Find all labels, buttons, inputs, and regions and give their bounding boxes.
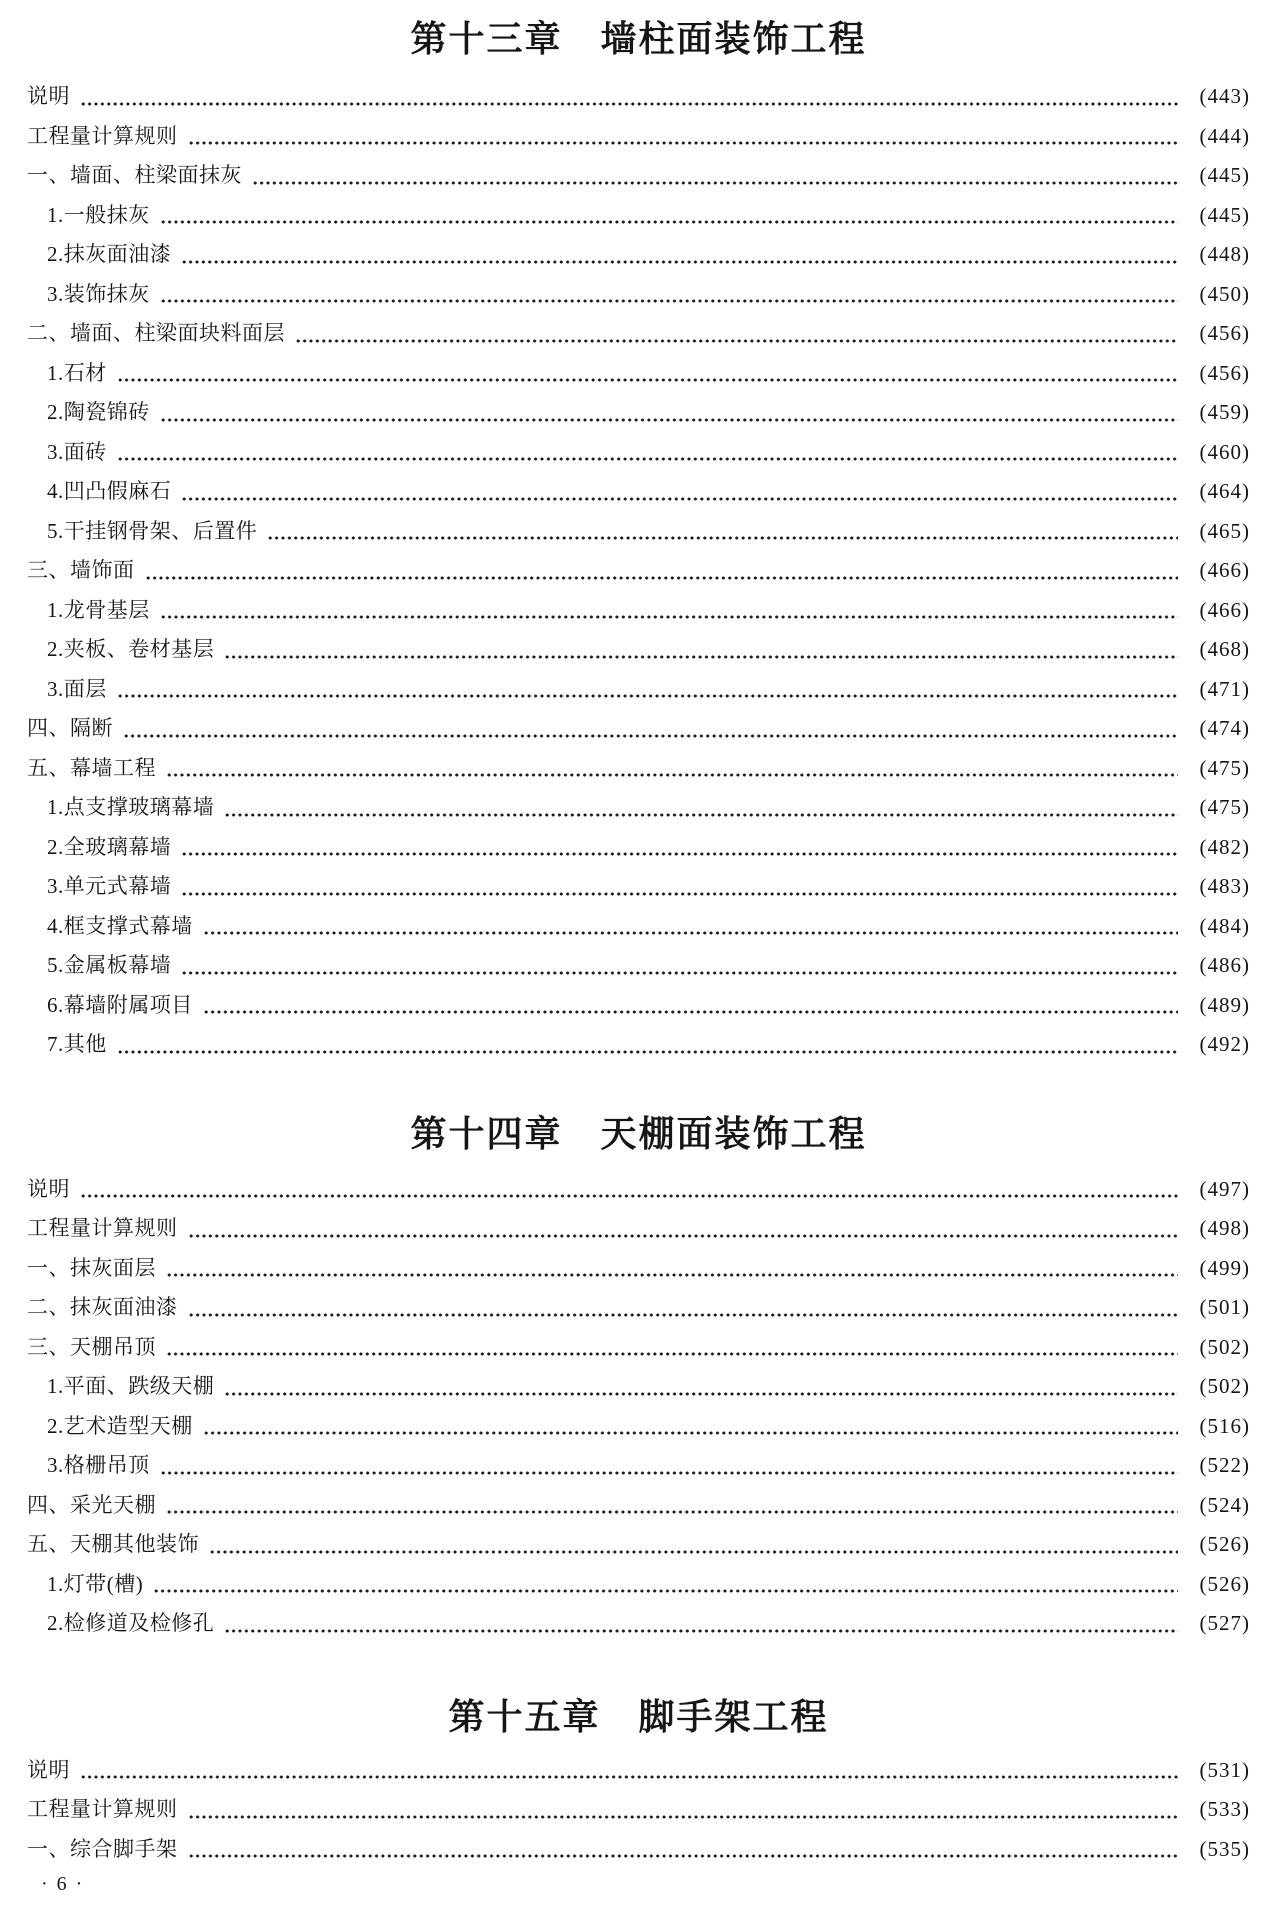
toc-entry-label: 工程量计算规则 [27,1797,178,1821]
toc-entry-label: 工程量计算规则 [27,1216,178,1240]
toc-entry-page: (465) [1199,518,1250,543]
toc-row [27,354,1250,394]
toc-entry-page: (501) [1199,1295,1250,1319]
toc-row [27,472,1250,512]
dot-leader [166,773,1178,777]
toc-entry-label: 6.幕墙附属项目 [47,992,193,1017]
toc-entry-page: (498) [1199,1216,1250,1240]
toc-row [27,77,1250,117]
toc-row [27,1407,1250,1447]
toc-entry-page: (526) [1199,1571,1250,1596]
toc-row [27,630,1250,670]
toc-entry-page: (492) [1199,1032,1250,1056]
toc-entry-label: 2.艺术造型天棚 [47,1413,193,1438]
toc-row [27,1249,1250,1289]
dot-leader [117,1050,1178,1054]
toc-entry-label: 2.夹板、卷材基层 [47,637,215,661]
toc-row [27,1790,1250,1830]
dot-leader [181,260,1178,264]
toc-entry-page: (450) [1199,281,1250,306]
toc-row [27,1288,1250,1328]
toc-entry-page: (486) [1199,953,1250,977]
toc-entry-page: (516) [1199,1413,1250,1438]
dot-leader [181,852,1178,856]
toc-entry-label: 说明 [27,1757,70,1782]
toc-entry-page: (460) [1199,439,1250,464]
toc-entry-label: 四、隔断 [27,716,113,740]
toc-entry-page: (502) [1199,1374,1250,1398]
toc-entry-page: (456) [1199,321,1250,345]
toc-entry-label: 五、天棚其他装饰 [27,1532,199,1556]
toc-row [27,907,1250,947]
chapter-title: 第十三章 墙柱面装饰工程 [410,19,867,59]
toc-entry-label: 2.全玻璃幕墙 [47,834,172,859]
toc-row [27,393,1250,433]
toc-entry-label: 四、采光天棚 [27,1492,156,1517]
dot-leader [188,1234,1179,1238]
toc-entry-label: 二、抹灰面油漆 [27,1295,178,1319]
dot-leader [117,378,1178,382]
toc-row [27,1328,1250,1368]
toc-entry-label: 3.装饰抹灰 [47,281,150,306]
toc-row [27,1525,1250,1565]
toc-entry-label: 2.陶瓷锦砖 [47,400,150,424]
toc-entry-label: 说明 [27,84,70,108]
toc-row [27,1830,1250,1870]
toc-row [27,670,1250,710]
toc-row [27,196,1250,236]
toc-entry-page: (459) [1199,400,1250,424]
toc-row [27,275,1250,315]
toc-entry-page: (443) [1199,84,1250,108]
toc-row [27,156,1250,196]
page-number-footer: · 6 · [41,1873,85,1895]
toc-entry-page: (444) [1199,123,1250,148]
dot-leader [188,1854,1179,1858]
dot-leader [166,1273,1178,1277]
toc-entry-label: 1.龙骨基层 [47,597,150,622]
toc-row [27,117,1250,157]
toc-entry-page: (482) [1199,834,1250,859]
toc-row [27,433,1250,473]
toc-entry-page: (448) [1199,242,1250,266]
toc-entry-page: (468) [1199,637,1250,661]
toc-entry-page: (531) [1199,1757,1250,1782]
dot-leader [209,1550,1178,1554]
toc-entry-label: 5.金属板幕墙 [47,953,172,977]
toc-entry-page: (526) [1199,1532,1250,1556]
toc-entry-page: (527) [1199,1611,1250,1635]
toc-sections [27,16,1250,1869]
dot-leader [181,971,1178,975]
toc-entry-page: (489) [1199,992,1250,1017]
toc-entry-label: 一、抹灰面层 [27,1255,156,1280]
chapter-title: 第十五章 脚手架工程 [448,1696,829,1737]
toc-section [27,1694,1250,1870]
toc-entry-page: (475) [1199,755,1250,780]
toc-entry-page: (484) [1199,913,1250,938]
dot-leader [123,734,1178,738]
dot-leader [203,931,1178,935]
toc-entry-page: (502) [1199,1334,1250,1359]
dot-leader [203,1431,1178,1435]
toc-entry-label: 7.其他 [47,1032,107,1056]
toc-entry-label: 3.格栅吊顶 [47,1453,150,1477]
toc-entry-label: 1.灯带(槽) [47,1571,144,1596]
dot-leader [267,536,1178,540]
toc-row [27,788,1250,828]
dot-leader [203,1010,1178,1014]
toc-row [27,946,1250,986]
toc-entry-label: 3.面层 [47,676,107,701]
toc-entry-page: (456) [1199,360,1250,385]
toc-entry-label: 1.点支撑玻璃幕墙 [47,795,215,819]
toc-section [27,1111,1250,1644]
toc-entry-label: 工程量计算规则 [27,123,178,148]
toc-entry-page: (445) [1199,202,1250,227]
toc-row [27,1170,1250,1210]
toc-entry-label: 一、墙面、柱梁面抹灰 [27,163,242,187]
dot-leader [252,181,1178,185]
dot-leader [80,1775,1178,1779]
dot-leader [224,813,1178,817]
toc-entry-page: (497) [1199,1176,1250,1201]
toc-entry-page: (499) [1199,1255,1250,1280]
toc-entry-label: 1.一般抹灰 [47,202,150,227]
dot-leader [224,1392,1178,1396]
dot-leader [153,1589,1178,1593]
dot-leader [80,1194,1178,1198]
dot-leader [160,615,1178,619]
toc-entry-label: 4.框支撑式幕墙 [47,913,193,938]
toc-row [27,1604,1250,1644]
dot-leader [166,1510,1178,1514]
dot-leader [117,457,1178,461]
toc-row [27,986,1250,1026]
toc-entry-page: (475) [1199,795,1250,819]
toc-section [27,16,1250,1065]
toc-row [27,1209,1250,1249]
toc-row [27,591,1250,631]
toc-entry-page: (533) [1199,1797,1250,1821]
toc-entry-label: 说明 [27,1176,70,1201]
toc-row [27,1751,1250,1791]
dot-leader [181,892,1178,896]
dot-leader [224,1629,1178,1633]
dot-leader [160,1471,1178,1475]
toc-entry-page: (524) [1199,1492,1250,1517]
dot-leader [181,497,1178,501]
toc-entry-page: (466) [1199,558,1250,582]
toc-entry-label: 3.面砖 [47,439,107,464]
toc-row [27,1565,1250,1605]
toc-entry-label: 三、天棚吊顶 [27,1334,156,1359]
dot-leader [117,694,1178,698]
toc-entry-label: 一、综合脚手架 [27,1836,178,1861]
toc-row [27,551,1250,591]
toc-row [27,512,1250,552]
toc-row [27,867,1250,907]
toc-entry-label: 1.石材 [47,360,107,385]
dot-leader [295,339,1178,343]
toc-entry-page: (474) [1199,716,1250,740]
toc-entry-page: (522) [1199,1453,1250,1477]
toc-row [27,1025,1250,1065]
toc-entry-label: 2.检修道及检修孔 [47,1611,215,1635]
toc-row [27,1486,1250,1526]
toc-row [27,709,1250,749]
toc-entry-page: (445) [1199,163,1250,187]
toc-entry-page: (464) [1199,479,1250,503]
toc-row [27,828,1250,868]
dot-leader [188,1313,1179,1317]
toc-entry-label: 5.干挂钢骨架、后置件 [47,518,258,543]
toc-entry-page: (471) [1199,676,1250,701]
toc-entry-label: 二、墙面、柱梁面块料面层 [27,321,285,345]
dot-leader [80,102,1178,106]
dot-leader [160,220,1178,224]
dot-leader [160,299,1178,303]
dot-leader [188,141,1179,145]
dot-leader [160,418,1178,422]
toc-entry-page: (535) [1199,1836,1250,1861]
toc-row [27,314,1250,354]
toc-entry-label: 3.单元式幕墙 [47,874,172,898]
toc-row [27,749,1250,789]
toc-row [27,1367,1250,1407]
toc-entry-label: 五、幕墙工程 [27,755,156,780]
toc-entry-label: 4.凹凸假麻石 [47,479,172,503]
chapter-title: 第十四章 天棚面装饰工程 [410,1113,867,1154]
toc-row [27,1446,1250,1486]
toc-entry-label: 2.抹灰面油漆 [47,242,172,266]
toc-entry-page: (483) [1199,874,1250,898]
toc-entry-label: 三、墙饰面 [27,558,135,582]
toc-row [27,235,1250,275]
dot-leader [145,576,1179,580]
toc-entry-page: (466) [1199,597,1250,622]
dot-leader [224,655,1178,659]
dot-leader [188,1815,1179,1819]
toc-entry-label: 1.平面、跌级天棚 [47,1374,215,1398]
dot-leader [166,1352,1178,1356]
